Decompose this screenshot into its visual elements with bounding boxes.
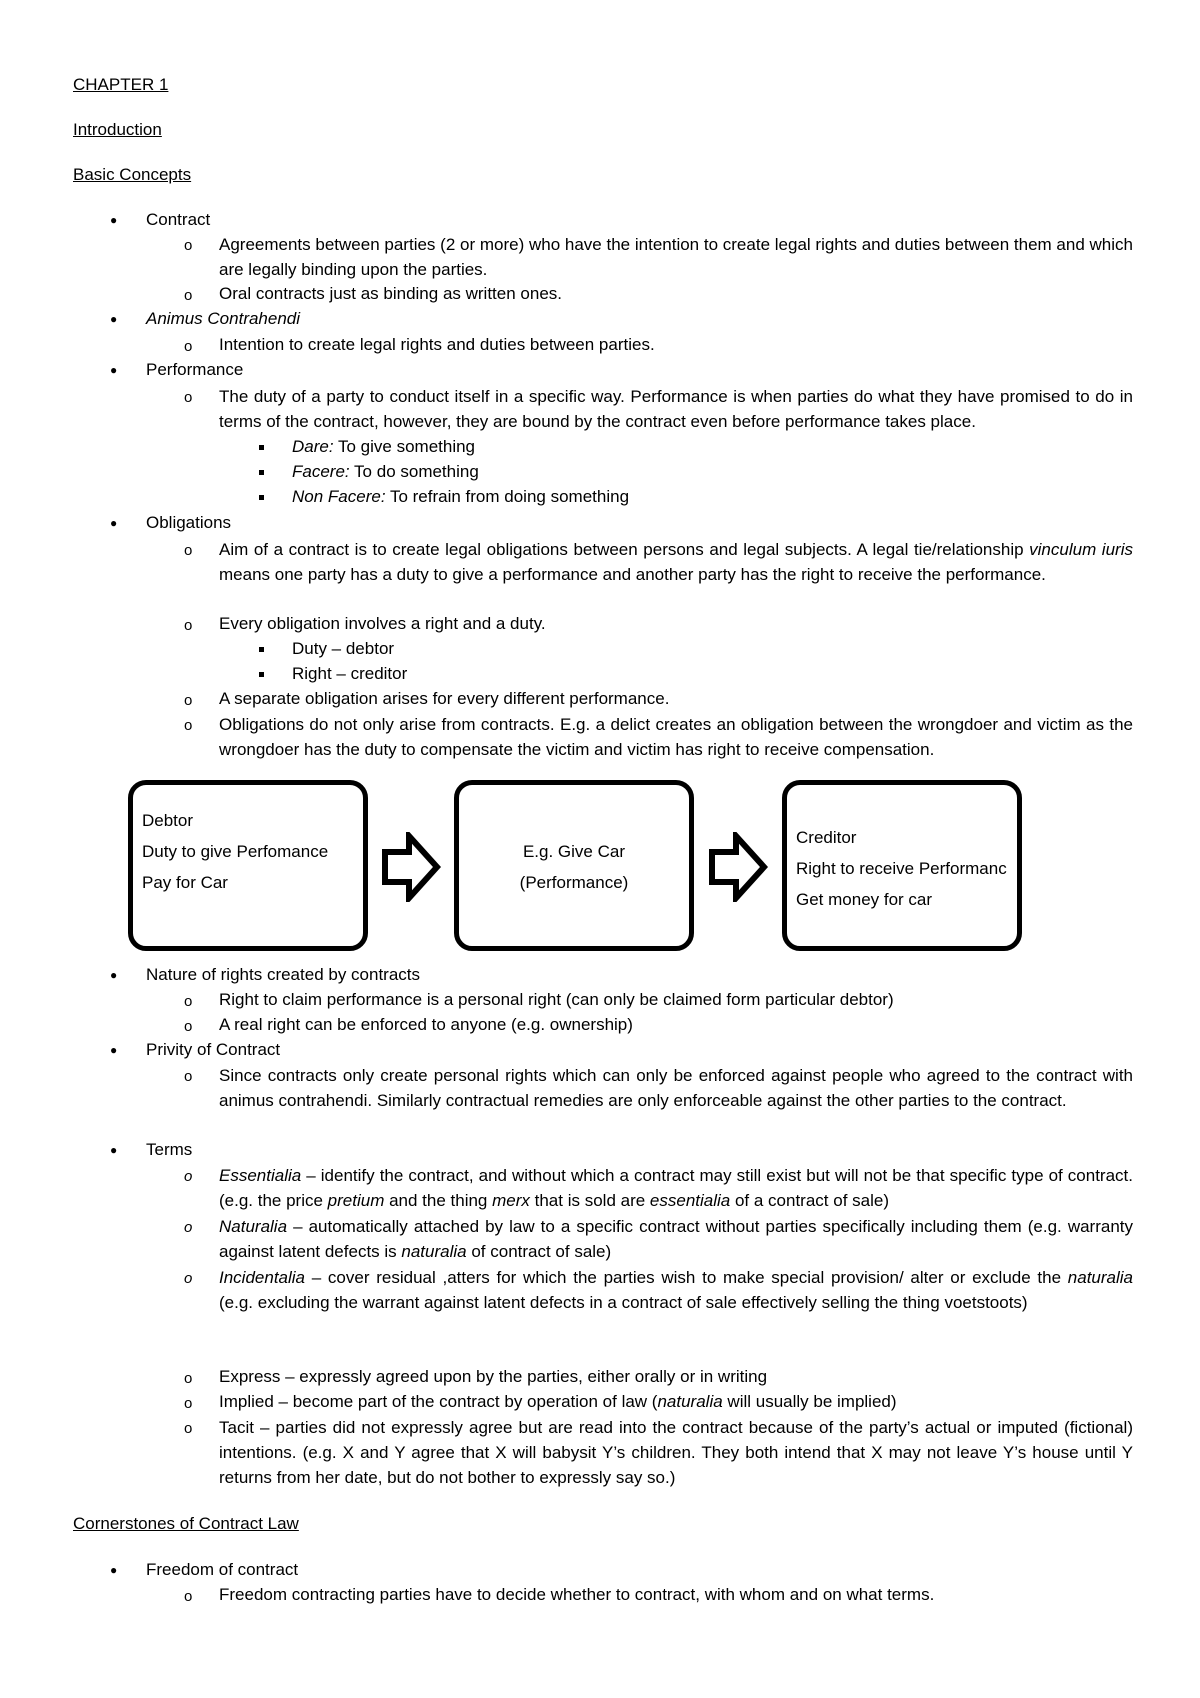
performance-dare: Dare: To give something: [292, 437, 476, 456]
circle-bullet-icon: o: [184, 1395, 193, 1412]
circle-bullet-icon: o: [184, 717, 193, 734]
nature-item-2: A real right can be enforced to anyone (e.g. ownership): [219, 1015, 633, 1034]
bullet-icon: ●: [110, 1143, 118, 1157]
circle-bullet-icon: o: [184, 389, 193, 406]
arrow-right-icon: [708, 832, 768, 902]
circle-bullet-icon: o: [184, 1219, 193, 1236]
chapter-heading: CHAPTER 1: [73, 75, 169, 94]
performance-label: (Performance): [519, 873, 629, 892]
privity-title: Privity of Contract: [146, 1040, 281, 1059]
bullet-icon: ●: [110, 1563, 118, 1577]
freedom-item: Freedom contracting parties have to decide whether to contract, with whom and on what terms.: [219, 1585, 935, 1604]
square-bullet-icon: [259, 495, 264, 500]
introduction-heading: Introduction: [73, 120, 162, 139]
creditor-right: Right to receive Performanc: [796, 859, 1007, 878]
circle-bullet-icon: o: [184, 1068, 193, 1085]
terms-incidentalia: Incidentalia – cover residual ,atters for which the parties wish to make special provision/ alter or exclude the naturalia (e.g. excluding the warrant against latent defects in a contract of sale effectively selling the thing voetstoots): [219, 1268, 1133, 1312]
arrow-right-icon: [381, 832, 441, 902]
square-bullet-icon: [259, 470, 264, 475]
creditor-money: Get money for car: [796, 890, 933, 909]
cornerstones-heading: Cornerstones of Contract Law: [73, 1514, 299, 1533]
bullet-icon: ●: [110, 213, 118, 227]
obligations-duty: Duty – debtor: [292, 639, 395, 658]
circle-bullet-icon: o: [184, 993, 193, 1010]
basic-concepts-heading: Basic Concepts: [73, 165, 192, 184]
terms-express: Express – expressly agreed upon by the parties, either orally or in writing: [219, 1367, 768, 1386]
circle-bullet-icon: o: [184, 1270, 193, 1287]
circle-bullet-icon: o: [184, 237, 193, 254]
obligations-item-3: A separate obligation arises for every different performance.: [219, 689, 670, 708]
debtor-box: [128, 780, 368, 951]
performance-item: The duty of a party to conduct itself in a specific way. Performance is when parties do what they have promised to do in terms of the contract, however, they are bound by the contract even before performance takes place.: [219, 387, 1133, 431]
privity-item: Since contracts only create personal rights which can only be enforced against people who agreed to the contract with animus contrahendi. Similarly contractual remedies are only enforceable against the other parties to the contract.: [219, 1066, 1133, 1110]
circle-bullet-icon: o: [184, 1168, 193, 1185]
freedom-title: Freedom of contract: [146, 1560, 299, 1579]
debtor-box-text: [142, 805, 328, 898]
terms-naturalia: Naturalia – automatically attached by law to a specific contract without parties specifically including them (e.g. warranty against latent defects is naturalia of contract of sale): [219, 1217, 1133, 1261]
nature-title: Nature of rights created by contracts: [146, 965, 421, 984]
performance-box: [454, 780, 694, 951]
performance-non-facere: Non Facere: To refrain from doing something: [292, 487, 630, 506]
obligations-item-1: Aim of a contract is to create legal obligations between persons and legal subjects. A legal tie/relationship vinculum iuris means one party has a duty to give a performance and another party has the right to receive the performance.: [219, 540, 1133, 584]
circle-bullet-icon: o: [184, 542, 193, 559]
obligations-item-4: Obligations do not only arise from contracts. E.g. a delict creates an obligation between the wrongdoer and victim as the wrongdoer has the duty to compensate the victim and victim has right to receive compensation.: [219, 715, 1133, 759]
debtor-label: Debtor: [142, 811, 194, 830]
performance-box-text: [459, 836, 689, 898]
square-bullet-icon: [259, 445, 264, 450]
performance-example: E.g. Give Car: [522, 842, 626, 861]
terms-essentialia: Essentialia – identify the contract, and without which a contract may still exist but will not be that specific type of contract.(e.g. the price pretium and the thing merx that is sold are essentialia of a contract of sale): [219, 1166, 1133, 1210]
circle-bullet-icon: o: [184, 692, 193, 709]
obligations-item-2: Every obligation involves a right and a duty.: [219, 614, 546, 633]
bullet-icon: ●: [110, 312, 118, 326]
contract-title: Contract: [146, 210, 211, 229]
bullet-icon: ●: [110, 1043, 118, 1057]
circle-bullet-icon: o: [184, 1370, 193, 1387]
animus-title: Animus Contrahendi: [146, 309, 301, 328]
obligations-right: Right – creditor: [292, 664, 408, 683]
creditor-box-text: [796, 822, 1007, 915]
obligations-title: Obligations: [146, 513, 232, 532]
circle-bullet-icon: o: [184, 1588, 193, 1605]
circle-bullet-icon: o: [184, 1018, 193, 1035]
nature-item-1: Right to claim performance is a personal right (can only be claimed form particular debtor): [219, 990, 894, 1009]
square-bullet-icon: [259, 647, 264, 652]
square-bullet-icon: [259, 672, 264, 677]
circle-bullet-icon: o: [184, 1420, 193, 1437]
circle-bullet-icon: o: [184, 287, 193, 304]
bullet-icon: ●: [110, 363, 118, 377]
creditor-label: Creditor: [796, 828, 857, 847]
creditor-box: [782, 780, 1022, 951]
performance-title: Performance: [146, 360, 244, 379]
contract-item-2: Oral contracts just as binding as written ones.: [219, 284, 562, 303]
terms-tacit: Tacit – parties did not expressly agree but are read into the contract because of the party’s actual or imputed (fictional) intentions. (e.g. X and Y agree that X will babysit Y’s children. They both intend that X may not leave Y’s house until Y returns from her date, but do not bother to expressly say so.): [219, 1418, 1133, 1487]
bullet-icon: ●: [110, 968, 118, 982]
performance-facere: Facere: To do something: [292, 462, 479, 481]
terms-implied: Implied – become part of the contract by operation of law (naturalia will usually be implied): [219, 1392, 897, 1411]
debtor-pay: Pay for Car: [142, 873, 228, 892]
debtor-duty: Duty to give Perfomance: [142, 842, 329, 861]
circle-bullet-icon: o: [184, 338, 193, 355]
terms-title: Terms: [146, 1140, 193, 1159]
contract-item-1: Agreements between parties (2 or more) who have the intention to create legal rights and duties between them and which are legally binding upon the parties.: [219, 235, 1133, 279]
bullet-icon: ●: [110, 516, 118, 530]
circle-bullet-icon: o: [184, 617, 193, 634]
animus-item: Intention to create legal rights and duties between parties.: [219, 335, 655, 354]
